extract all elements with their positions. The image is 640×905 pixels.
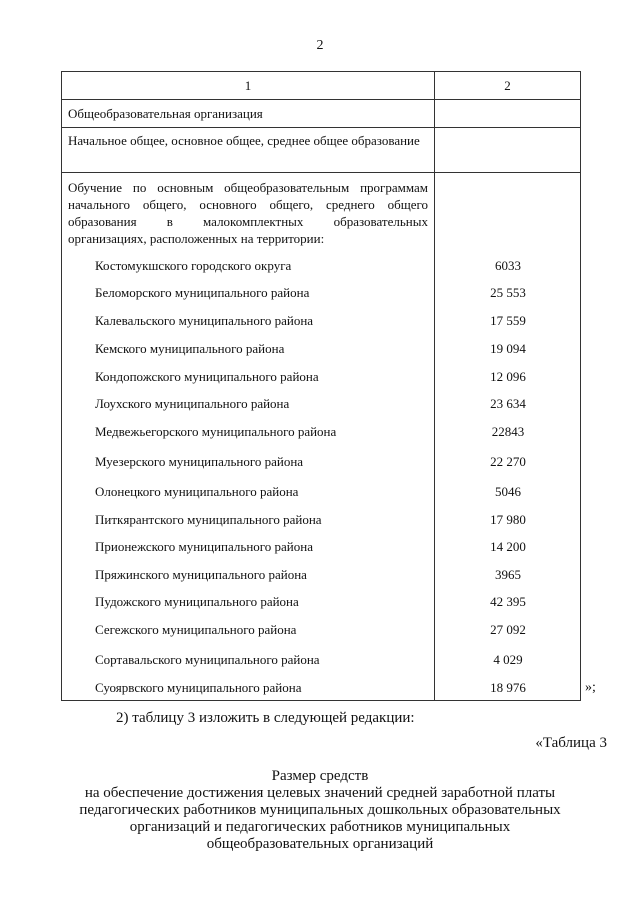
territory-name: Муезерского муниципального района bbox=[95, 454, 304, 469]
funding-table bbox=[61, 71, 581, 701]
column-header-2: 2 bbox=[435, 72, 581, 100]
organization-row bbox=[62, 100, 581, 128]
territory-value: 22843 bbox=[491, 424, 525, 439]
territory-name: Кемского муниципального района bbox=[95, 341, 285, 356]
education-levels-value bbox=[435, 128, 581, 173]
table-reference: «Таблица 3 bbox=[535, 735, 607, 751]
territory-value: 12 096 bbox=[490, 369, 526, 384]
small-schools-description: Обучение по основным общеобразовательным программам начального общего, основного общего, среднего общего образования в малокомплектных образовательных организациях, расположенных на территории: bbox=[68, 180, 428, 246]
caption-line: на обеспечение достижения целевых значений средней заработной платы bbox=[84, 785, 556, 801]
caption-line: организаций и педагогических работников муниципальных bbox=[129, 819, 511, 835]
territory-name: Сегежского муниципального района bbox=[95, 622, 297, 637]
territory-value: 27 092 bbox=[490, 622, 526, 637]
territory-value: 22 270 bbox=[490, 454, 526, 469]
territory-value: 42 395 bbox=[490, 594, 526, 609]
territory-value: 19 094 bbox=[490, 341, 526, 356]
territory-name: Пряжинского муниципального района bbox=[95, 567, 307, 582]
values-cell bbox=[435, 173, 581, 701]
caption-line: Размер средств bbox=[271, 768, 369, 784]
territory-name: Кондопожского муниципального района bbox=[95, 369, 319, 384]
table-caption bbox=[0, 768, 640, 853]
small-schools-row bbox=[62, 173, 581, 701]
page-number: 2 bbox=[316, 38, 324, 53]
amendment-text: 2) таблицу 3 изложить в следующей редакции: bbox=[116, 710, 415, 726]
territory-name: Олонецкого муниципального района bbox=[95, 484, 299, 499]
territory-name: Пудожского муниципального района bbox=[95, 594, 299, 609]
territory-value: 14 200 bbox=[490, 539, 526, 554]
territory-value: 17 980 bbox=[490, 512, 526, 527]
organization-value bbox=[435, 100, 581, 128]
territory-value: 23 634 bbox=[490, 396, 526, 411]
territory-name: Лоухского муниципального района bbox=[95, 396, 290, 411]
territory-value: 5046 bbox=[495, 484, 521, 499]
education-levels-label: Начальное общее, основное общее, среднее общее образование bbox=[62, 128, 435, 173]
small-schools-cell bbox=[62, 173, 435, 701]
territory-value: 18 976 bbox=[490, 680, 526, 695]
closing-quote-mark: »; bbox=[585, 680, 596, 695]
table-header-row bbox=[62, 72, 581, 100]
territory-name: Питкярантского муниципального района bbox=[95, 512, 322, 527]
territory-name: Беломорского муниципального района bbox=[95, 285, 310, 300]
caption-line: педагогических работников муниципальных дошкольных образовательных bbox=[79, 802, 561, 818]
education-levels-row bbox=[62, 128, 581, 173]
territory-value: 25 553 bbox=[490, 285, 526, 300]
territory-name: Костомукшского городского округа bbox=[95, 258, 292, 273]
territory-name: Прионежского муниципального района bbox=[95, 539, 313, 554]
territory-value: 17 559 bbox=[490, 313, 526, 328]
territory-name: Медвежьегорского муниципального района bbox=[95, 424, 337, 439]
column-header-1: 1 bbox=[62, 72, 435, 100]
organization-label: Общеобразовательная организация bbox=[62, 100, 435, 128]
caption-line: общеобразовательных организаций bbox=[206, 836, 434, 852]
territory-value: 6033 bbox=[495, 258, 521, 273]
territory-name: Суоярвского муниципального района bbox=[95, 680, 302, 695]
territory-value: 4 029 bbox=[493, 652, 523, 667]
territory-name: Калевальского муниципального района bbox=[95, 313, 314, 328]
territory-value: 3965 bbox=[495, 567, 521, 582]
territory-name: Сортавальского муниципального района bbox=[95, 652, 320, 667]
